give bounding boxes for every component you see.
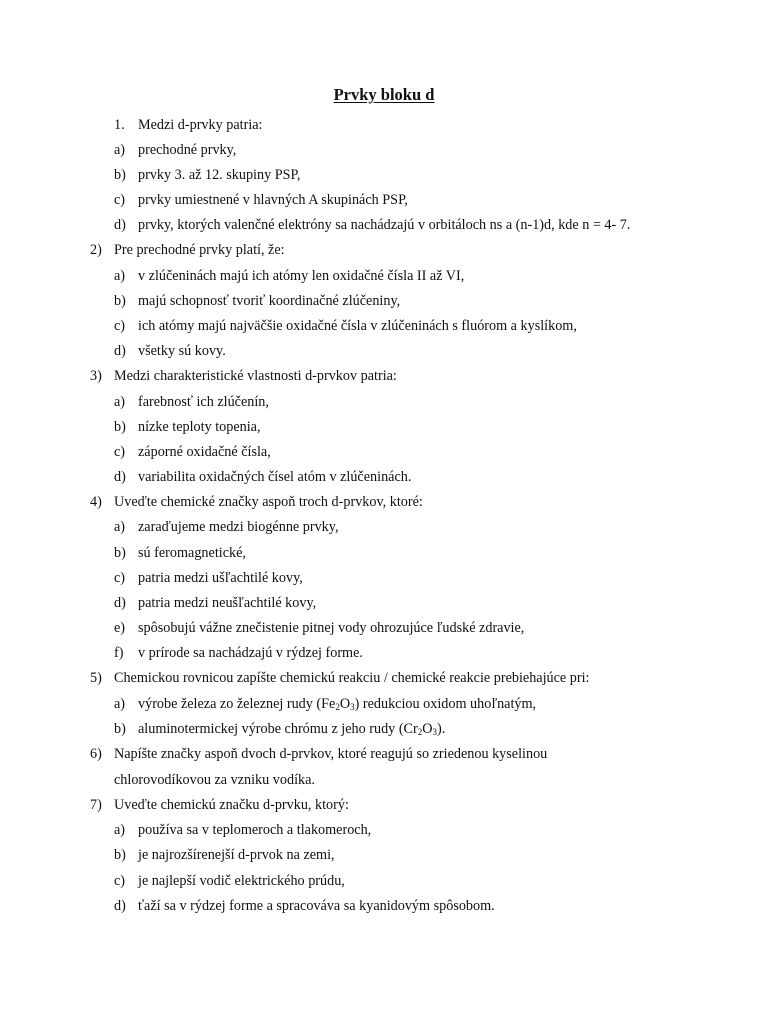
option-2b bbox=[114, 292, 401, 310]
option-letter: d) bbox=[114, 595, 126, 611]
option-letter: a) bbox=[114, 394, 126, 410]
option-letter: b) bbox=[114, 721, 126, 737]
option-text: spôsobujú vážne znečistenie pitnej vody ohrozujúce ľudské zdravie, bbox=[138, 620, 525, 636]
question-text: Uveďte chemickú značku d-prvku, ktorý: bbox=[114, 797, 349, 813]
option-1d bbox=[114, 216, 631, 234]
option-5a bbox=[114, 695, 537, 713]
question-1 bbox=[114, 116, 263, 134]
option-7a bbox=[114, 821, 372, 839]
option-letter: b) bbox=[114, 167, 126, 183]
option-text: aluminotermickej výrobe chrómu z jeho rudy $(Cr_2O_3)$. bbox=[138, 721, 446, 737]
option-7c bbox=[114, 872, 345, 890]
option-text: používa sa v teplomeroch a tlakomeroch, bbox=[138, 822, 372, 838]
option-text: prvky 3. až 12. skupiny PSP, bbox=[138, 167, 301, 183]
option-text: majú schopnosť tvoriť koordinačné zlúčeniny, bbox=[138, 293, 401, 309]
question-text: Pre prechodné prvky platí, že: bbox=[114, 242, 285, 258]
option-text: prvky umiestnené v hlavných A skupinách PSP, bbox=[138, 192, 408, 208]
option-text: nízke teploty topenia, bbox=[138, 419, 261, 435]
option-letter: a) bbox=[114, 696, 126, 712]
question-number: 4) bbox=[90, 494, 102, 510]
option-text: v zlúčeninách majú ich atómy len oxidačné čísla II až VI, bbox=[138, 268, 465, 284]
option-letter: d) bbox=[114, 343, 126, 359]
option-2d bbox=[114, 342, 226, 360]
question-7 bbox=[90, 796, 349, 814]
option-text: je najrozšírenejší d-prvok na zemi, bbox=[138, 847, 335, 863]
question-number: 3) bbox=[90, 368, 102, 384]
option-1a bbox=[114, 141, 237, 159]
option-letter: a) bbox=[114, 822, 126, 838]
question-3 bbox=[90, 367, 397, 385]
option-4a bbox=[114, 518, 339, 536]
option-3d bbox=[114, 468, 412, 486]
question-text: Uveďte chemické značky aspoň troch d-prvkov, ktoré: bbox=[114, 494, 423, 510]
option-1b bbox=[114, 166, 301, 184]
option-letter: a) bbox=[114, 519, 126, 535]
option-3a bbox=[114, 393, 269, 411]
question-number: 2) bbox=[90, 242, 102, 258]
question-number: 7) bbox=[90, 797, 102, 813]
option-text: farebnosť ich zlúčenín, bbox=[138, 394, 269, 410]
option-text: je najlepší vodič elektrického prúdu, bbox=[138, 873, 345, 889]
option-letter: f) bbox=[114, 645, 124, 661]
option-text: prechodné prvky, bbox=[138, 142, 237, 158]
question-2 bbox=[90, 241, 285, 259]
option-text: patria medzi ušľachtilé kovy, bbox=[138, 570, 303, 586]
option-3b bbox=[114, 418, 261, 436]
option-4d bbox=[114, 594, 317, 612]
option-letter: c) bbox=[114, 873, 126, 889]
option-4e bbox=[114, 619, 525, 637]
option-4c bbox=[114, 569, 303, 587]
question-text: Medzi charakteristické vlastnosti d-prvkov patria: bbox=[114, 368, 397, 384]
option-4f bbox=[114, 644, 363, 662]
option-text: ťaží sa v rýdzej forme a spracováva sa kyanidovým spôsobom. bbox=[138, 898, 495, 914]
option-text: zaraďujeme medzi biogénne prvky, bbox=[138, 519, 339, 535]
option-letter: a) bbox=[114, 142, 126, 158]
option-letter: e) bbox=[114, 620, 126, 636]
option-letter: c) bbox=[114, 318, 126, 334]
option-letter: b) bbox=[114, 293, 126, 309]
option-4b bbox=[114, 544, 246, 562]
question-text: Napíšte značky aspoň dvoch d-prvkov, ktoré reagujú so zriedenou kyselinou bbox=[114, 746, 548, 762]
option-7d bbox=[114, 897, 495, 915]
option-text: sú feromagnetické, bbox=[138, 545, 246, 561]
option-2c bbox=[114, 317, 577, 335]
option-letter: d) bbox=[114, 898, 126, 914]
option-text: v prírode sa nachádzajú v rýdzej forme. bbox=[138, 645, 363, 661]
option-text: patria medzi neušľachtilé kovy, bbox=[138, 595, 317, 611]
page-title: Prvky bloku d bbox=[333, 85, 435, 104]
option-letter: c) bbox=[114, 570, 126, 586]
question-5 bbox=[90, 669, 590, 687]
option-text: prvky, ktorých valenčné elektróny sa nachádzajú v orbitáloch ns a (n-1)d, kde n = 4- 7. bbox=[138, 217, 631, 233]
question-number: 5) bbox=[90, 670, 102, 686]
option-letter: c) bbox=[114, 444, 126, 460]
option-text: variabilita oxidačných čísel atóm v zlúčeninách. bbox=[138, 469, 412, 485]
question-4 bbox=[90, 493, 423, 511]
question-number: 6) bbox=[90, 746, 102, 762]
option-letter: c) bbox=[114, 192, 126, 208]
option-letter: b) bbox=[114, 545, 126, 561]
question-6 bbox=[90, 745, 548, 763]
option-text: záporné oxidačné čísla, bbox=[138, 444, 271, 460]
option-7b bbox=[114, 846, 335, 864]
question-text: Medzi d-prvky patria: bbox=[138, 117, 263, 133]
option-text: všetky sú kovy. bbox=[138, 343, 226, 359]
question-6-continuation: chlorovodíkovou za vzniku vodíka. bbox=[114, 772, 315, 788]
option-text: výrobe železa zo železnej rudy $(Fe_2O_3)$ redukciou oxidom uhoľnatým, bbox=[138, 696, 537, 712]
option-letter: d) bbox=[114, 217, 126, 233]
option-letter: b) bbox=[114, 419, 126, 435]
question-number: 1. bbox=[114, 117, 125, 133]
option-letter: d) bbox=[114, 469, 126, 485]
question-text: Chemickou rovnicou zapíšte chemickú reakciu / chemické reakcie prebiehajúce pri: bbox=[114, 670, 590, 686]
option-1c bbox=[114, 191, 408, 209]
option-letter: a) bbox=[114, 268, 126, 284]
option-3c bbox=[114, 443, 271, 461]
option-5b bbox=[114, 720, 446, 738]
option-2a bbox=[114, 267, 465, 285]
option-letter: b) bbox=[114, 847, 126, 863]
option-text: ich atómy majú najväčšie oxidačné čísla v zlúčeninách s fluórom a kyslíkom, bbox=[138, 318, 577, 334]
